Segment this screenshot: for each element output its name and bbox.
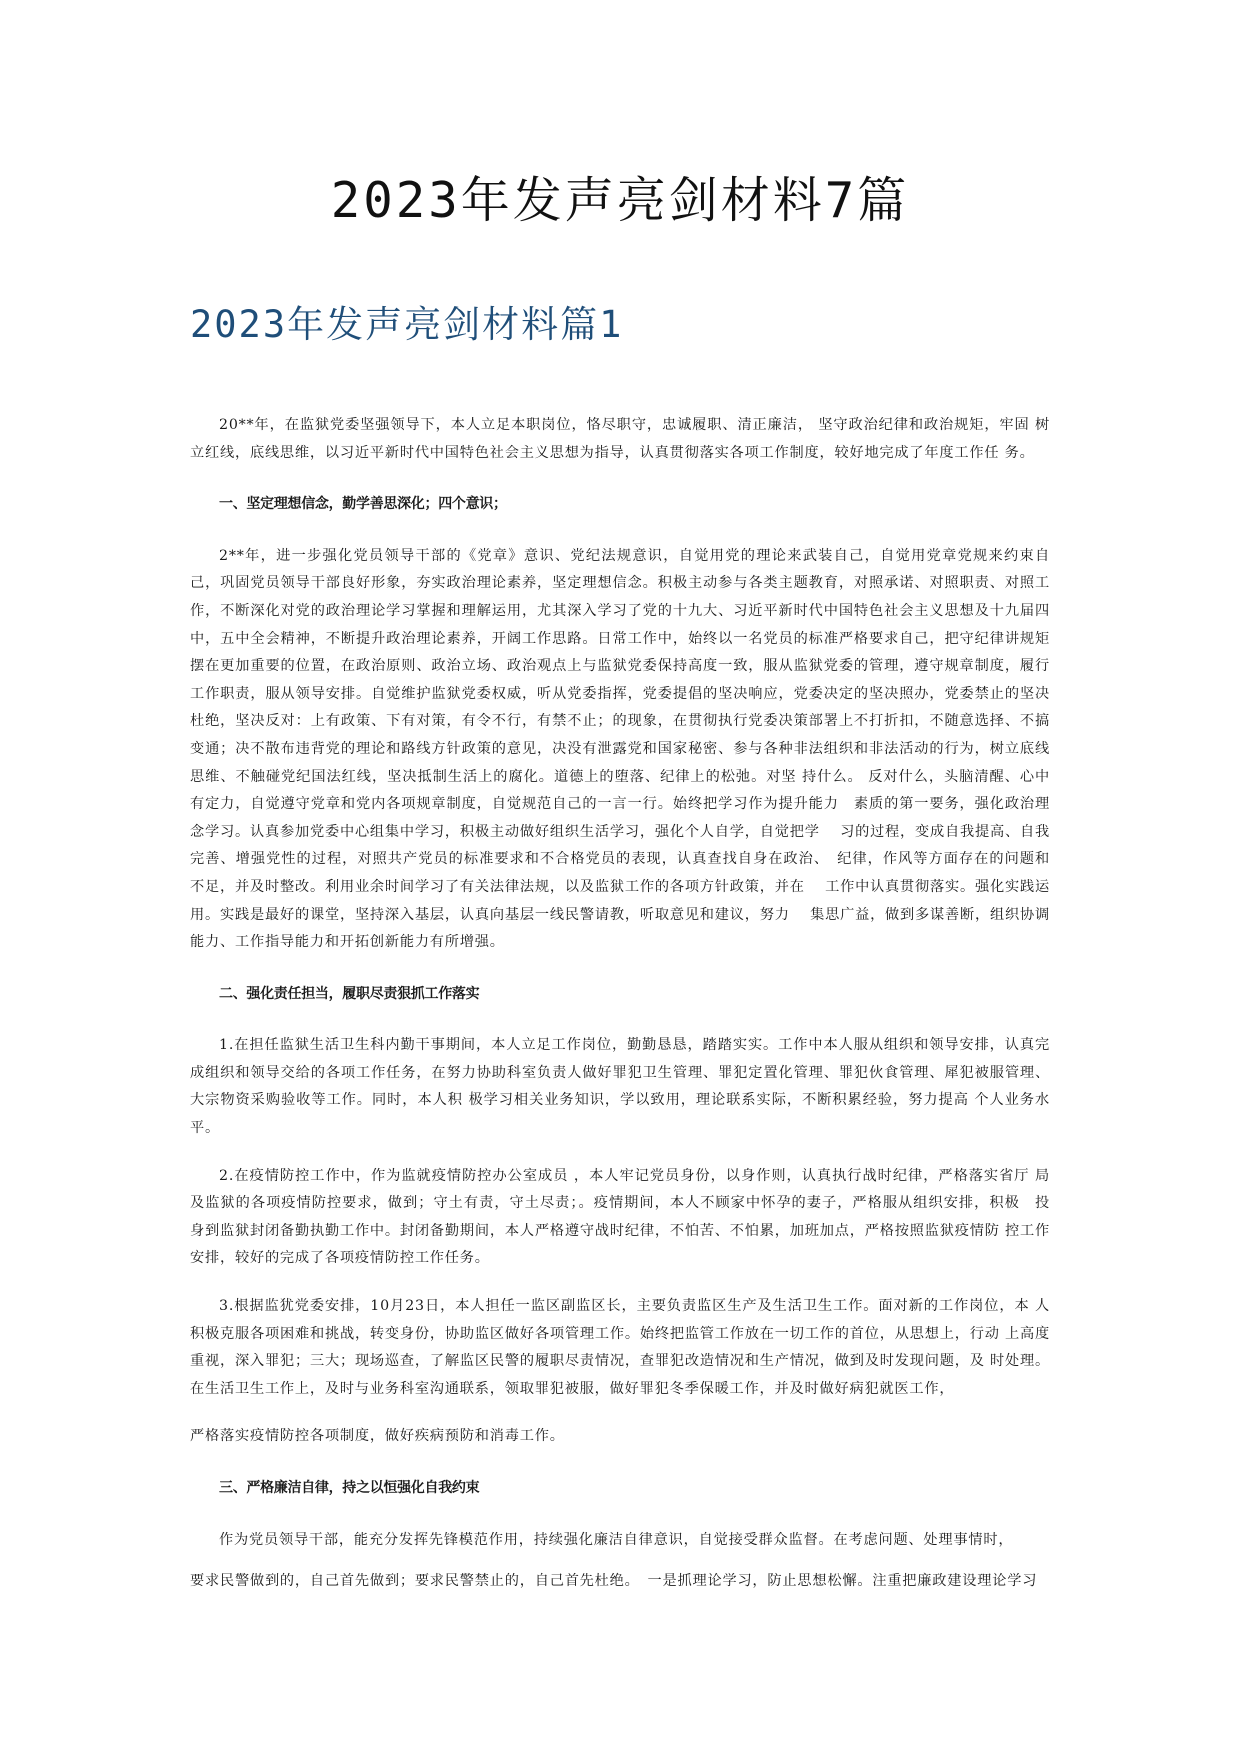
paragraph-3-1: 作为党员领导干部，能充分发挥先锋模范作用，持续强化廉洁自律意识，自觉接受群众监督。在考虑问题、处理事情时， [219, 1531, 1014, 1548]
intro-paragraph: 20**年，在监狱党委坚强领导下，本人立足本职岗位，恪尽职守，忠诚履职、清正廉洁， 坚守政治纪律和政治规矩，牢固 树立红线，底线思维，以习近平新时代中国特色社会主义思想为指导，认真贯彻落实各项工作制度，较好地完成了年度工作任 务。 [190, 417, 1050, 461]
paragraph-2-2: 2.在疫情防控工作中，作为监就疫情防控办公室成员 ，本人牢记党员身份，以身作则，认真执行战时纪律，严格落实省厅 局及监狱的各项疫情防控要求，做到；守土有责，守土尽责；。疫情期间，本人不顾家中怀孕的妻子，严格服从组织安排，积极 投身到监狱封闭备勤执勤工作中。封闭备勤期间，本人严格遵守战时纪律，不怕苦、不怕累，加班加点，严格按照监狱疫情防 控工作安排，较好的完成了各项疫情防控工作任务。 [190, 1167, 1050, 1267]
paragraph-2-4: 严格落实疫情防控各项制度，做好疾病预防和消毒工作。 [190, 1428, 565, 1445]
section-heading-1: 一、坚定理想信念，勤学善思深化；四个意识； [219, 496, 507, 513]
section-heading-3: 三、严格廉洁自律，持之以恒强化自我约束 [219, 1480, 480, 1496]
paragraph-2-1: 1.在担任监狱生活卫生科内勤干事期间，本人立足工作岗位，勤勤恳恳，踏踏实实。工作中本人服从组织和领导安排，认真完成组织和领导交给的各项工作任务，在努力协助科室负责人做好罪犯卫生管理、罪犯定置化管理、罪犯伙食管理、犀犯被服管理、大宗物资采购验收等工作。同时，本人积 极学习相关业务知识，学以致用，理论联系实际，不断积累经验，努力提高 个人业务水平。 [190, 1037, 1050, 1137]
document-body [190, 412, 1050, 1596]
paragraph-1: 2**年，进一步强化党员领导干部的《党章》意识、党纪法规意识，自觉用党的理论来武装自己，自觉用党章党规来约束自己，巩固党员领导干部良好形象，夯实政治理论素养，坚定理想信念。积极主动参与各类主题教育，对照承诺、对照职责、对照工作，不断深化对党的政治理论学习掌握和理解运用，尤其深入学习了党的十九大、习近平新时代中国特色社会主义思想及十九届四中，五中全会精神，不断提升政治理论素养，开阔工作思路。日常工作中，始终以一名党员的标准严格要求自己，把守纪律讲规矩摆在更加重要的位置，在政治原则、政治立场、政治观点上与监狱党委保持高度一致，服从监狱党委的管理，遵守规章制度，履行工作职责，服从领导安排。自觉维护监狱党委权威，听从党委指挥，党委提倡的坚决响应，党委决定的坚决照办，党委禁止的坚决杜绝，坚决反对：上有政策、下有对策，有令不行，有禁不止；的现象，在贯彻执行党委决策部署上不打折扣，不随意选择、不搞变通；决不散布违背党的理论和路线方针政策的意见，决没有泄露党和国家秘密、参与各种非法组织和非法活动的行为，树立底线思维、不触碰党纪国法红线，坚决抵制生活上的腐化。道德上的堕落、纪律上的松弛。对坚 持什么。 反对什么，头脑清醒、心中有定力，自觉遵守党章和党内各项规章制度，自觉规范自己的一言一行。始终把学习作为提升能力 素质的第一要务，强化政治理念学习。认真参加党委中心组集中学习，积极主动做好组织生活学习，强化个人自学，自觉把学 习的过程，变成自我提高、自我完善、增强党性的过程，对照共产党员的标准要求和不合格党员的表现，认真查找自身在政治、 纪律，作风等方面存在的问题和不足，并及时整改。利用业余时间学习了有关法律法规，以及监狱工作的各项方针政策，并在 工作中认真贯彻落实。强化实践运用。实践是最好的课堂，坚持深入基层，认真向基层一线民警请教，听取意见和建议，努力 集思广益，做到多谋善断，组织协调能力、工作指导能力和开拓创新能力有所增强。 [190, 547, 1050, 951]
document-title: 2023年发声亮剑材料7篇 [330, 172, 910, 229]
section-title: 2023年发声亮剑材料篇1 [190, 303, 624, 346]
paragraph-3-2: 要求民警做到的，自己首先做到；要求民警禁止的，自己首先杜绝。 一是抓理论学习，防止思想松懈。注重把廉政建设理论学习 [190, 1573, 1038, 1590]
paragraph-2-3: 3.根据监犹党委安排，10月23日，本人担任一监区副监区长，主要负责监区生产及生活卫生工作。面对新的工作岗位，本 人积极克服各项困难和挑战，转变身份，协助监区做好各项管理工作。始终把监管工作放在一切工作的首位，从思想上，行动 上高度重视，深入罪犯；三大；现场巡查，了解监区民警的履职尽责情况，查罪犯改造情况和生产情况，做到及时发现问题，及 时处理。在生活卫生工作上，及时与业务科室沟通联系，领取罪犯被服，做好罪犯冬季保暖工作，并及时做好病犯就医工作， [190, 1298, 1050, 1397]
section-heading-2: 二、强化责任担当，履职尽责狠抓工作落实 [219, 985, 480, 1002]
